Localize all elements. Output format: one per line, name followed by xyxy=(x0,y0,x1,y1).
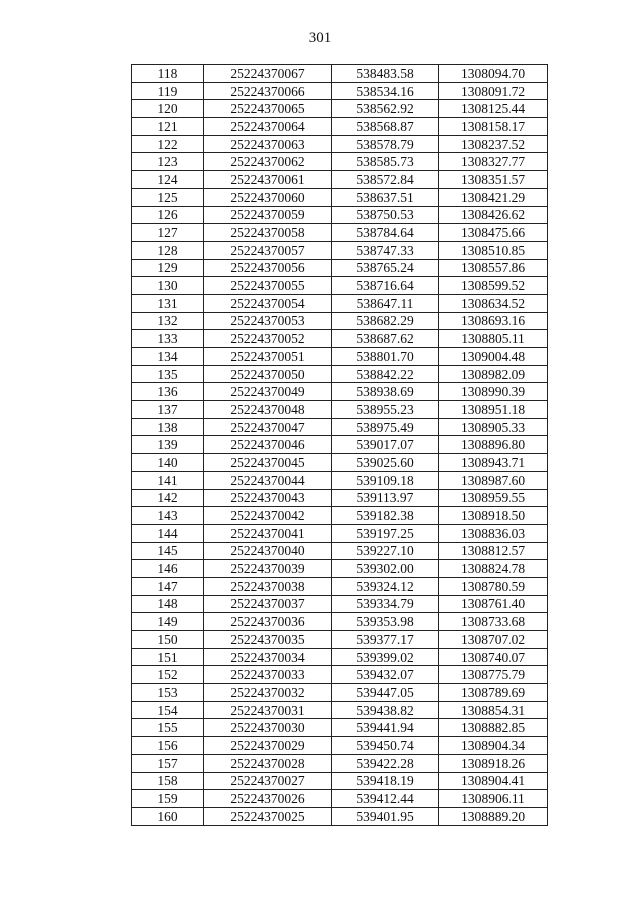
point-code-cell: 25224370057 xyxy=(204,241,332,259)
y-coordinate-cell: 1308882.85 xyxy=(439,719,548,737)
point-number-cell: 151 xyxy=(132,648,204,666)
table-row xyxy=(132,737,548,755)
y-coordinate-cell: 1308951.18 xyxy=(439,401,548,419)
table-row xyxy=(132,542,548,560)
point-code-cell: 25224370026 xyxy=(204,790,332,808)
point-code-cell: 25224370054 xyxy=(204,294,332,312)
table-row xyxy=(132,489,548,507)
x-coordinate-cell: 539399.02 xyxy=(332,648,439,666)
point-number-cell: 148 xyxy=(132,595,204,613)
y-coordinate-cell: 1308091.72 xyxy=(439,82,548,100)
y-coordinate-cell: 1308789.69 xyxy=(439,684,548,702)
y-coordinate-cell: 1308824.78 xyxy=(439,560,548,578)
table-row xyxy=(132,100,548,118)
page-number: 301 xyxy=(308,30,332,46)
point-number-cell: 139 xyxy=(132,436,204,454)
point-number-cell: 137 xyxy=(132,401,204,419)
point-code-cell: 25224370059 xyxy=(204,206,332,224)
point-code-cell: 25224370027 xyxy=(204,772,332,790)
point-number-cell: 155 xyxy=(132,719,204,737)
x-coordinate-cell: 538572.84 xyxy=(332,171,439,189)
table-row xyxy=(132,206,548,224)
x-coordinate-cell: 539017.07 xyxy=(332,436,439,454)
x-coordinate-cell: 539334.79 xyxy=(332,595,439,613)
point-code-cell: 25224370032 xyxy=(204,684,332,702)
point-code-cell: 25224370037 xyxy=(204,595,332,613)
y-coordinate-cell: 1308990.39 xyxy=(439,383,548,401)
point-number-cell: 118 xyxy=(132,65,204,83)
y-coordinate-cell: 1308854.31 xyxy=(439,701,548,719)
table-row xyxy=(132,118,548,136)
point-code-cell: 25224370050 xyxy=(204,365,332,383)
y-coordinate-cell: 1308780.59 xyxy=(439,577,548,595)
point-code-cell: 25224370053 xyxy=(204,312,332,330)
point-number-cell: 158 xyxy=(132,772,204,790)
point-number-cell: 122 xyxy=(132,135,204,153)
point-code-cell: 25224370047 xyxy=(204,418,332,436)
y-coordinate-cell: 1308836.03 xyxy=(439,524,548,542)
table-row xyxy=(132,365,548,383)
y-coordinate-cell: 1308707.02 xyxy=(439,631,548,649)
y-coordinate-cell: 1308775.79 xyxy=(439,666,548,684)
coordinates-table xyxy=(131,64,548,826)
x-coordinate-cell: 539324.12 xyxy=(332,577,439,595)
table-row xyxy=(132,153,548,171)
x-coordinate-cell: 539109.18 xyxy=(332,471,439,489)
point-number-cell: 159 xyxy=(132,790,204,808)
point-code-cell: 25224370046 xyxy=(204,436,332,454)
x-coordinate-cell: 538637.51 xyxy=(332,188,439,206)
point-number-cell: 145 xyxy=(132,542,204,560)
x-coordinate-cell: 538842.22 xyxy=(332,365,439,383)
table-row xyxy=(132,65,548,83)
y-coordinate-cell: 1308896.80 xyxy=(439,436,548,454)
y-coordinate-cell: 1308904.41 xyxy=(439,772,548,790)
point-number-cell: 152 xyxy=(132,666,204,684)
table-row xyxy=(132,82,548,100)
point-number-cell: 125 xyxy=(132,188,204,206)
point-number-cell: 120 xyxy=(132,100,204,118)
point-code-cell: 25224370030 xyxy=(204,719,332,737)
point-code-cell: 25224370033 xyxy=(204,666,332,684)
x-coordinate-cell: 538765.24 xyxy=(332,259,439,277)
y-coordinate-cell: 1308812.57 xyxy=(439,542,548,560)
y-coordinate-cell: 1309004.48 xyxy=(439,348,548,366)
y-coordinate-cell: 1308693.16 xyxy=(439,312,548,330)
point-number-cell: 119 xyxy=(132,82,204,100)
y-coordinate-cell: 1308426.62 xyxy=(439,206,548,224)
point-code-cell: 25224370055 xyxy=(204,277,332,295)
point-number-cell: 133 xyxy=(132,330,204,348)
point-code-cell: 25224370038 xyxy=(204,577,332,595)
x-coordinate-cell: 538534.16 xyxy=(332,82,439,100)
x-coordinate-cell: 538801.70 xyxy=(332,348,439,366)
point-code-cell: 25224370058 xyxy=(204,224,332,242)
table-row xyxy=(132,418,548,436)
point-code-cell: 25224370064 xyxy=(204,118,332,136)
x-coordinate-cell: 538682.29 xyxy=(332,312,439,330)
y-coordinate-cell: 1308906.11 xyxy=(439,790,548,808)
y-coordinate-cell: 1308918.26 xyxy=(439,754,548,772)
x-coordinate-cell: 538747.33 xyxy=(332,241,439,259)
table-row xyxy=(132,595,548,613)
point-number-cell: 124 xyxy=(132,171,204,189)
x-coordinate-cell: 538585.73 xyxy=(332,153,439,171)
y-coordinate-cell: 1308904.34 xyxy=(439,737,548,755)
point-number-cell: 131 xyxy=(132,294,204,312)
y-coordinate-cell: 1308158.17 xyxy=(439,118,548,136)
table-row xyxy=(132,312,548,330)
y-coordinate-cell: 1308475.66 xyxy=(439,224,548,242)
point-number-cell: 149 xyxy=(132,613,204,631)
point-code-cell: 25224370041 xyxy=(204,524,332,542)
y-coordinate-cell: 1308557.86 xyxy=(439,259,548,277)
point-number-cell: 138 xyxy=(132,418,204,436)
x-coordinate-cell: 539441.94 xyxy=(332,719,439,737)
point-code-cell: 25224370045 xyxy=(204,454,332,472)
y-coordinate-cell: 1308982.09 xyxy=(439,365,548,383)
point-number-cell: 126 xyxy=(132,206,204,224)
point-code-cell: 25224370063 xyxy=(204,135,332,153)
point-number-cell: 130 xyxy=(132,277,204,295)
point-number-cell: 156 xyxy=(132,737,204,755)
y-coordinate-cell: 1308351.57 xyxy=(439,171,548,189)
table-row xyxy=(132,277,548,295)
point-number-cell: 123 xyxy=(132,153,204,171)
y-coordinate-cell: 1308421.29 xyxy=(439,188,548,206)
x-coordinate-cell: 538687.62 xyxy=(332,330,439,348)
table-row xyxy=(132,471,548,489)
point-code-cell: 25224370062 xyxy=(204,153,332,171)
point-number-cell: 135 xyxy=(132,365,204,383)
y-coordinate-cell: 1308943.71 xyxy=(439,454,548,472)
table-row xyxy=(132,719,548,737)
x-coordinate-cell: 538955.23 xyxy=(332,401,439,419)
x-coordinate-cell: 538975.49 xyxy=(332,418,439,436)
table-row xyxy=(132,613,548,631)
table-row xyxy=(132,772,548,790)
x-coordinate-cell: 538716.64 xyxy=(332,277,439,295)
point-code-cell: 25224370040 xyxy=(204,542,332,560)
y-coordinate-cell: 1308905.33 xyxy=(439,418,548,436)
point-code-cell: 25224370025 xyxy=(204,807,332,825)
table-row xyxy=(132,294,548,312)
table-row xyxy=(132,171,548,189)
x-coordinate-cell: 539438.82 xyxy=(332,701,439,719)
point-number-cell: 134 xyxy=(132,348,204,366)
point-number-cell: 144 xyxy=(132,524,204,542)
point-code-cell: 25224370061 xyxy=(204,171,332,189)
x-coordinate-cell: 539113.97 xyxy=(332,489,439,507)
point-number-cell: 140 xyxy=(132,454,204,472)
table-row xyxy=(132,259,548,277)
table-row xyxy=(132,684,548,702)
x-coordinate-cell: 539197.25 xyxy=(332,524,439,542)
point-code-cell: 25224370065 xyxy=(204,100,332,118)
table-row xyxy=(132,401,548,419)
table-row xyxy=(132,631,548,649)
point-code-cell: 25224370031 xyxy=(204,701,332,719)
x-coordinate-cell: 539450.74 xyxy=(332,737,439,755)
point-code-cell: 25224370036 xyxy=(204,613,332,631)
point-number-cell: 132 xyxy=(132,312,204,330)
point-code-cell: 25224370042 xyxy=(204,507,332,525)
point-code-cell: 25224370029 xyxy=(204,737,332,755)
point-number-cell: 147 xyxy=(132,577,204,595)
x-coordinate-cell: 539422.28 xyxy=(332,754,439,772)
table-row xyxy=(132,454,548,472)
point-number-cell: 121 xyxy=(132,118,204,136)
x-coordinate-cell: 538938.69 xyxy=(332,383,439,401)
point-code-cell: 25224370056 xyxy=(204,259,332,277)
table-row xyxy=(132,348,548,366)
point-number-cell: 143 xyxy=(132,507,204,525)
point-code-cell: 25224370066 xyxy=(204,82,332,100)
point-code-cell: 25224370048 xyxy=(204,401,332,419)
point-code-cell: 25224370067 xyxy=(204,65,332,83)
point-code-cell: 25224370035 xyxy=(204,631,332,649)
x-coordinate-cell: 539418.19 xyxy=(332,772,439,790)
point-code-cell: 25224370043 xyxy=(204,489,332,507)
table-row xyxy=(132,188,548,206)
y-coordinate-cell: 1308125.44 xyxy=(439,100,548,118)
x-coordinate-cell: 538578.79 xyxy=(332,135,439,153)
x-coordinate-cell: 539353.98 xyxy=(332,613,439,631)
table-row xyxy=(132,701,548,719)
point-code-cell: 25224370060 xyxy=(204,188,332,206)
y-coordinate-cell: 1308761.40 xyxy=(439,595,548,613)
x-coordinate-cell: 539432.07 xyxy=(332,666,439,684)
table-row xyxy=(132,560,548,578)
table-row xyxy=(132,807,548,825)
y-coordinate-cell: 1308237.52 xyxy=(439,135,548,153)
point-code-cell: 25224370034 xyxy=(204,648,332,666)
x-coordinate-cell: 539412.44 xyxy=(332,790,439,808)
point-code-cell: 25224370039 xyxy=(204,560,332,578)
y-coordinate-cell: 1308805.11 xyxy=(439,330,548,348)
table-body xyxy=(132,65,548,826)
y-coordinate-cell: 1308599.52 xyxy=(439,277,548,295)
y-coordinate-cell: 1308889.20 xyxy=(439,807,548,825)
table-row xyxy=(132,754,548,772)
x-coordinate-cell: 539025.60 xyxy=(332,454,439,472)
point-code-cell: 25224370052 xyxy=(204,330,332,348)
y-coordinate-cell: 1308327.77 xyxy=(439,153,548,171)
point-number-cell: 129 xyxy=(132,259,204,277)
x-coordinate-cell: 538750.53 xyxy=(332,206,439,224)
table-row xyxy=(132,524,548,542)
table-row xyxy=(132,648,548,666)
table-row xyxy=(132,507,548,525)
x-coordinate-cell: 538784.64 xyxy=(332,224,439,242)
point-number-cell: 154 xyxy=(132,701,204,719)
x-coordinate-cell: 539401.95 xyxy=(332,807,439,825)
y-coordinate-cell: 1308634.52 xyxy=(439,294,548,312)
point-number-cell: 141 xyxy=(132,471,204,489)
point-code-cell: 25224370051 xyxy=(204,348,332,366)
x-coordinate-cell: 539302.00 xyxy=(332,560,439,578)
x-coordinate-cell: 538562.92 xyxy=(332,100,439,118)
point-code-cell: 25224370049 xyxy=(204,383,332,401)
table-row xyxy=(132,241,548,259)
point-number-cell: 157 xyxy=(132,754,204,772)
point-code-cell: 25224370028 xyxy=(204,754,332,772)
x-coordinate-cell: 538483.58 xyxy=(332,65,439,83)
table-row xyxy=(132,135,548,153)
table-row xyxy=(132,224,548,242)
point-code-cell: 25224370044 xyxy=(204,471,332,489)
x-coordinate-cell: 538647.11 xyxy=(332,294,439,312)
point-number-cell: 153 xyxy=(132,684,204,702)
y-coordinate-cell: 1308918.50 xyxy=(439,507,548,525)
point-number-cell: 136 xyxy=(132,383,204,401)
y-coordinate-cell: 1308740.07 xyxy=(439,648,548,666)
table-row xyxy=(132,577,548,595)
point-number-cell: 160 xyxy=(132,807,204,825)
point-number-cell: 128 xyxy=(132,241,204,259)
table-row xyxy=(132,436,548,454)
point-number-cell: 127 xyxy=(132,224,204,242)
x-coordinate-cell: 538568.87 xyxy=(332,118,439,136)
y-coordinate-cell: 1308733.68 xyxy=(439,613,548,631)
table-row xyxy=(132,790,548,808)
table-row xyxy=(132,330,548,348)
y-coordinate-cell: 1308959.55 xyxy=(439,489,548,507)
x-coordinate-cell: 539447.05 xyxy=(332,684,439,702)
y-coordinate-cell: 1308987.60 xyxy=(439,471,548,489)
table-row xyxy=(132,383,548,401)
x-coordinate-cell: 539182.38 xyxy=(332,507,439,525)
x-coordinate-cell: 539227.10 xyxy=(332,542,439,560)
point-number-cell: 142 xyxy=(132,489,204,507)
point-number-cell: 150 xyxy=(132,631,204,649)
x-coordinate-cell: 539377.17 xyxy=(332,631,439,649)
y-coordinate-cell: 1308510.85 xyxy=(439,241,548,259)
y-coordinate-cell: 1308094.70 xyxy=(439,65,548,83)
table-row xyxy=(132,666,548,684)
point-number-cell: 146 xyxy=(132,560,204,578)
